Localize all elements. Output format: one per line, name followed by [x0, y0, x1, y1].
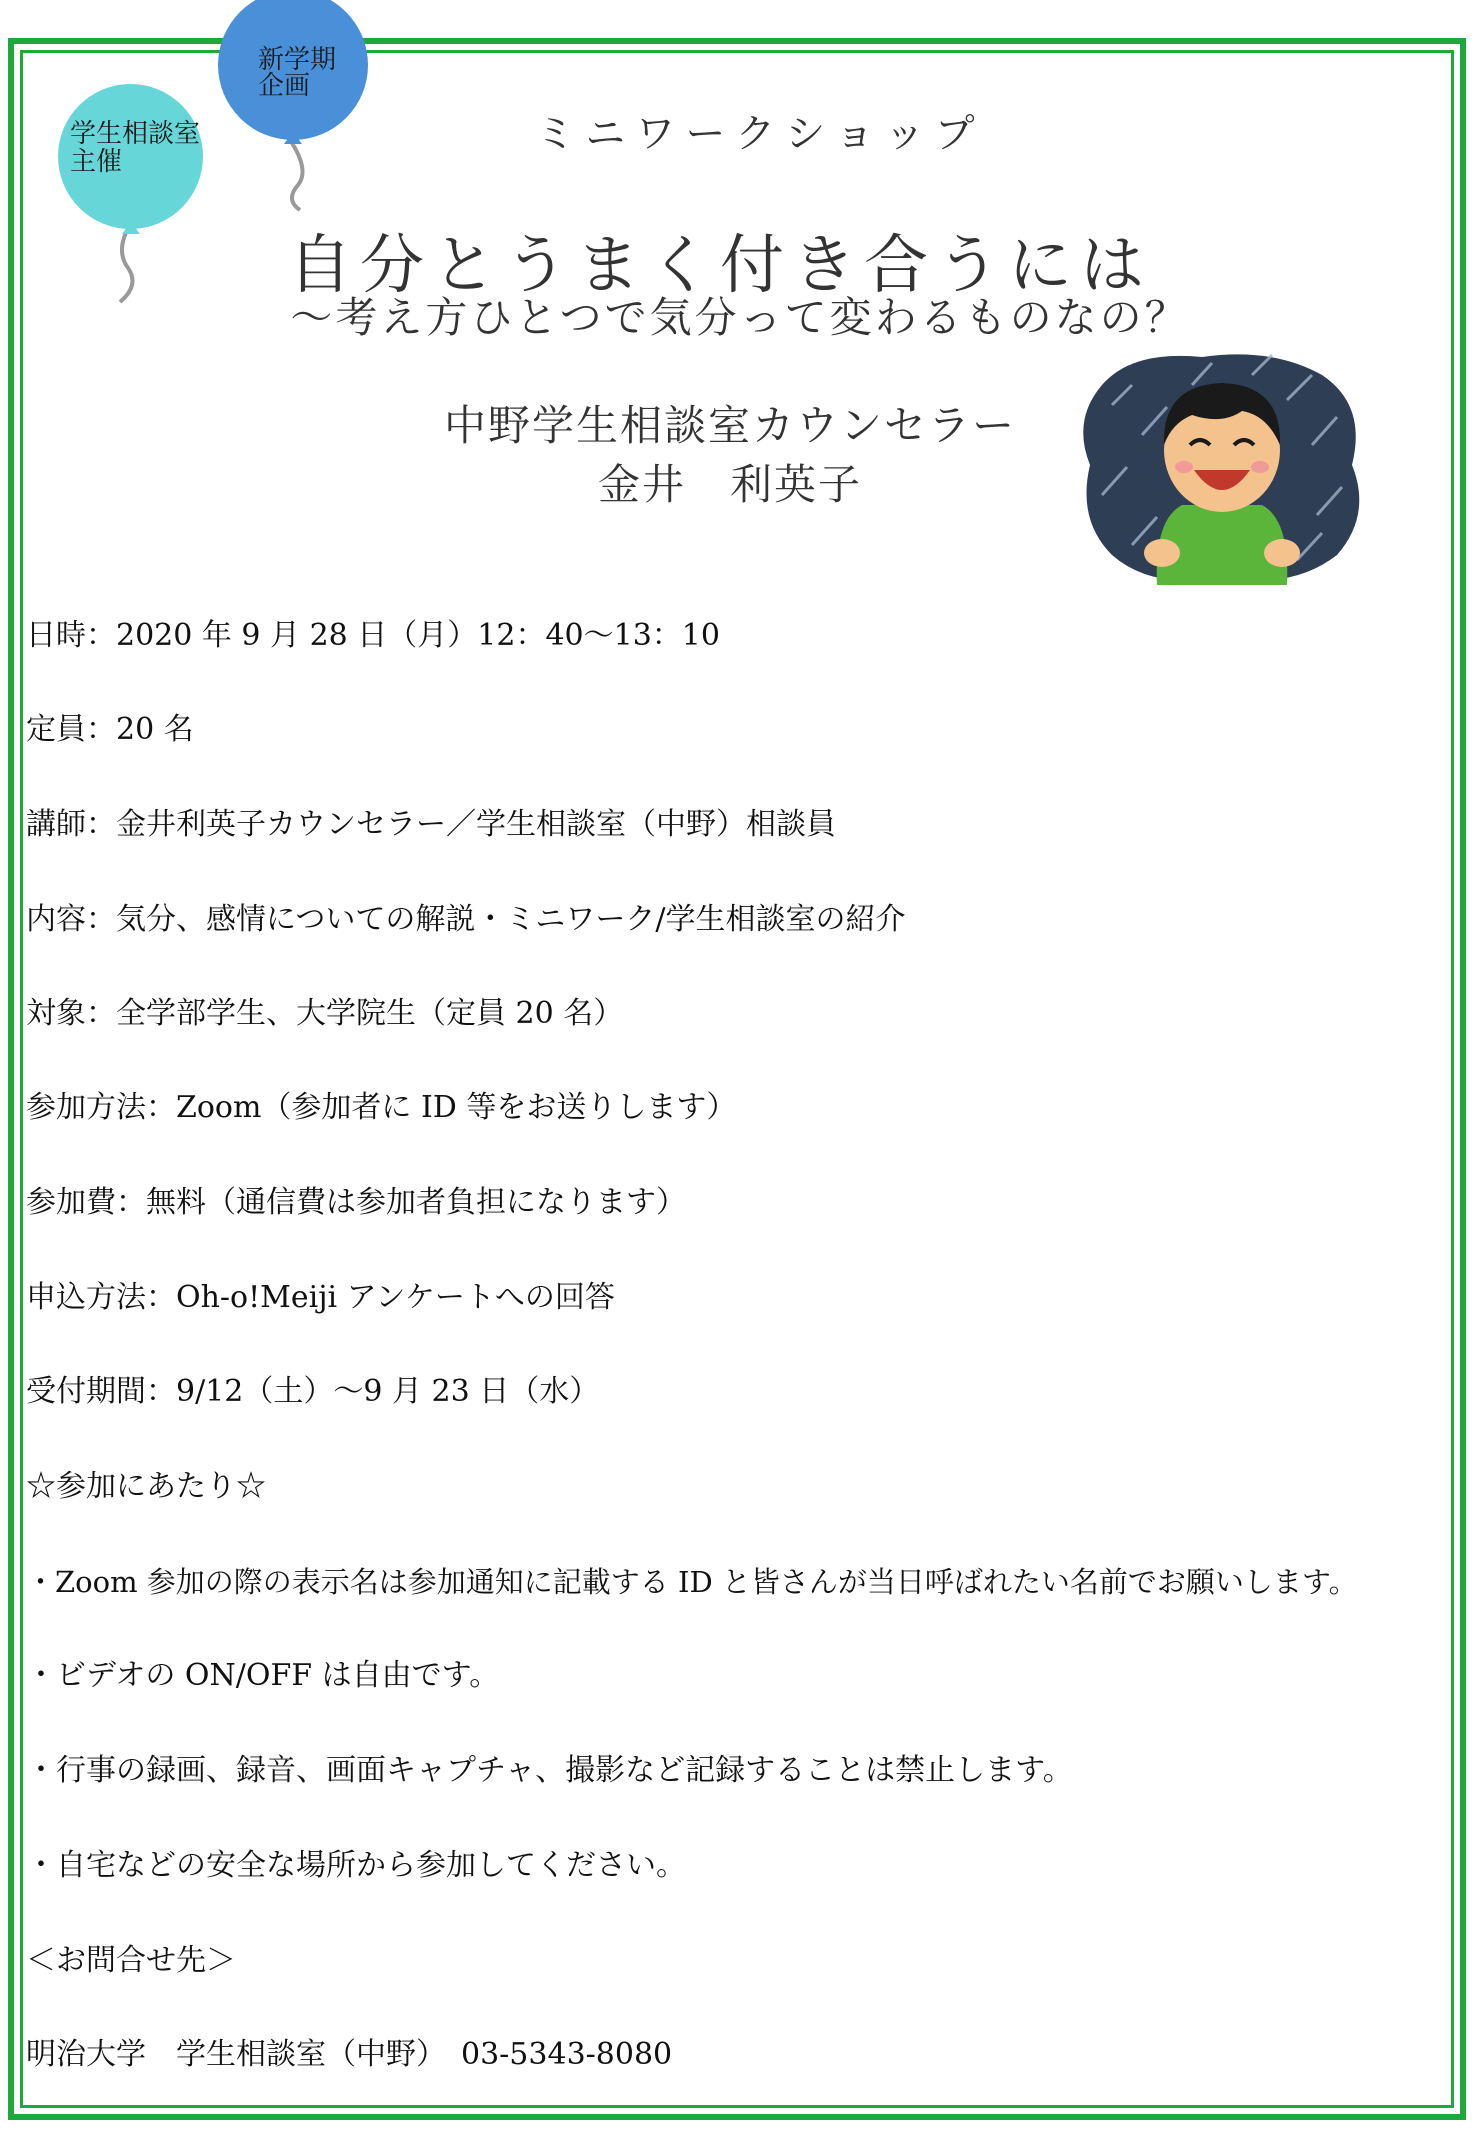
- speaker-name: 金井 利英子: [597, 460, 862, 509]
- smiling-boy-in-rain-icon: [1072, 345, 1372, 585]
- detail-datetime: 日時：2020 年 9 月 28 日（月）12：40〜13：10: [26, 618, 720, 653]
- contact-info: 明治大学 学生相談室（中野） 03-5343-8080: [26, 2037, 673, 2072]
- workshop-subtitle: ミニワークショップ: [535, 111, 985, 157]
- note-video: ・ビデオの ON/OFF は自由です。: [26, 1658, 500, 1693]
- detail-fee: 参加費：無料（通信費は参加者負担になります）: [26, 1185, 686, 1220]
- balloon-label-left-line1: 学生相談室: [70, 119, 201, 149]
- page-title: 自分とうまく付き合うには: [288, 229, 1152, 303]
- detail-content: 内容：気分、感情についての解説・ミニワーク/学生相談室の紹介: [26, 902, 906, 937]
- detail-capacity: 定員：20 名: [26, 712, 194, 747]
- balloon-label-right-line1: 新学期: [258, 45, 337, 75]
- note-recording: ・行事の録画、録音、画面キャプチャ、撮影など記録することは禁止します。: [26, 1753, 1073, 1788]
- balloon-cyan-knot: [122, 222, 140, 234]
- contact-heading: ＜お問合せ先＞: [26, 1943, 236, 1978]
- notes-heading: ☆参加にあたり☆: [26, 1469, 266, 1504]
- detail-application: 申込方法：Oh-o!Meiji アンケートへの回答: [26, 1280, 615, 1315]
- detail-period: 受付期間：9/12（土）〜9 月 23 日（水）: [26, 1374, 600, 1409]
- detail-method: 参加方法：Zoom（参加者に ID 等をお送りします）: [26, 1090, 737, 1125]
- balloon-label-right-line2: 企画: [258, 71, 311, 101]
- detail-audience: 対象：全学部学生、大学院生（定員 20 名）: [26, 996, 624, 1031]
- detail-lecturer: 講師：金井利英子カウンセラー／学生相談室（中野）相談員: [26, 807, 836, 842]
- note-display-name: ・Zoom 参加の際の表示名は参加通知に記載する ID と皆さんが当日呼ばれたい名前でお願いします。: [26, 1565, 1358, 1599]
- page-tagline: 〜考え方ひとつで気分って変わるものなの？: [290, 293, 1190, 342]
- note-location: ・自宅などの安全な場所から参加してください。: [26, 1848, 686, 1883]
- speaker-role: 中野学生相談室カウンセラー: [443, 401, 1016, 450]
- balloon-label-left-line2: 主催: [70, 147, 123, 177]
